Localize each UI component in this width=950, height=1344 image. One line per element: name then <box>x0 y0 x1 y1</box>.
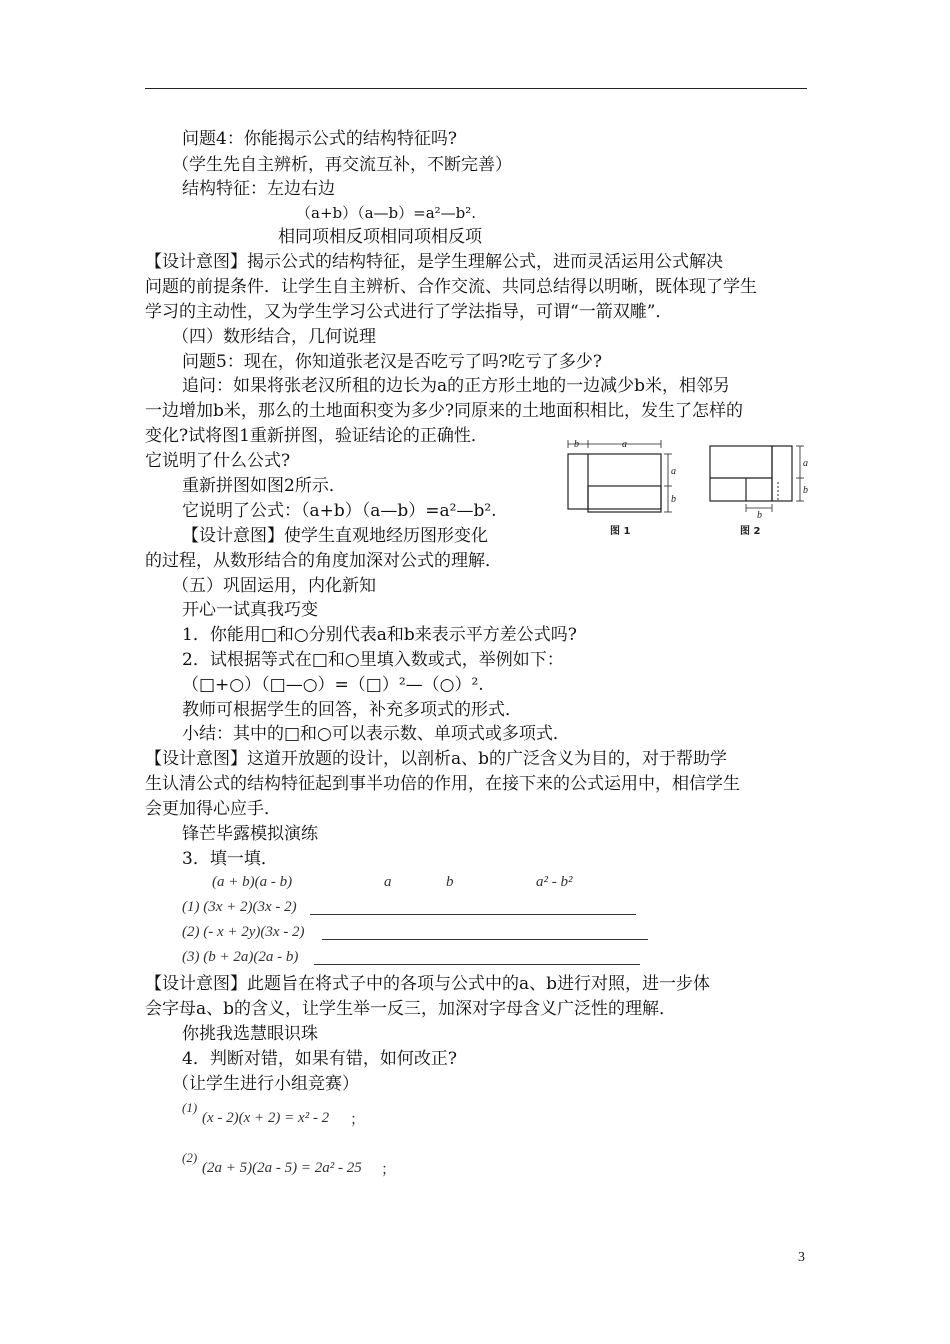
figure-2-caption: 图 2 <box>740 526 761 537</box>
formula-explains: 它说明了公式：（a+b）（a—b）=a²—b². <box>182 501 497 521</box>
happy-try-heading: 开心一试真我巧变 <box>182 600 318 620</box>
structure-formula: （a+b）（a—b）=a²—b². <box>296 204 477 222</box>
table3-row-2: (2) (- x + 2y)(3x - 2) <box>182 924 305 940</box>
figure-1-and-2 <box>560 438 810 548</box>
problem-2-formula: （□+○）（□—○）=（□）²—（○）². <box>182 675 484 695</box>
follow-up-line-b: 一边增加b米，那么的土地面积变为多少?同原来的土地面积相比，发生了怎样的 <box>145 401 743 421</box>
sharp-practice-heading: 锋芒毕露模拟演练 <box>182 824 318 844</box>
question-5: 问题5：现在，你知道张老汉是否吃亏了吗?吃亏了多少? <box>182 352 603 372</box>
problem-4: 4．判断对错，如果有错，如何改正? <box>182 1049 457 1069</box>
summary: 小结：其中的□和○可以表示数、单项式或多项式． <box>182 724 570 744</box>
table3-header-product: (a + b)(a - b) <box>212 874 293 890</box>
table3-row-3-blank <box>314 964 640 965</box>
judge-item-1: (x - 2)(x + 2) = x² - 2 <box>202 1110 330 1126</box>
figure-1 <box>568 440 672 512</box>
table3-row-2-blank <box>322 939 648 940</box>
problem-2: 2．试根据等式在□和○里填入数或式，举例如下： <box>182 650 564 670</box>
intent-2-line-b: 的过程，从数形结合的角度加深对公式的理解． <box>145 551 502 571</box>
table3-header-difference: a² - b² <box>536 874 573 890</box>
section-5-heading: （五）巩固运用，内化新知 <box>172 576 376 596</box>
judge-item-2: (2a + 5)(2a - 5) = 2a² - 25 <box>202 1160 362 1176</box>
intent-3-line-b: 生认清公式的结构特征起到事半功倍的作用，在接下来的公式运用中，相信学生 <box>145 774 740 794</box>
table3-header-b: b <box>446 874 454 890</box>
structure-label: 结构特征：左边右边 <box>182 179 335 199</box>
question-4-note: （学生先自主辨析，再交流互补，不断完善） <box>172 155 512 175</box>
figure-1-caption: 图 1 <box>610 526 631 537</box>
judge-item-1-end: ； <box>350 1112 366 1128</box>
judge-item-2-end: ； <box>381 1162 397 1178</box>
follow-up-line-c: 变化?试将图1重新拼图，验证结论的正确性． <box>145 426 488 446</box>
section-4-heading: （四）数形结合，几何说理 <box>172 327 376 347</box>
follow-up-line-a: 追问：如果将张老汉所租的边长为a的正方形土地的一边减少b米，相邻另 <box>182 376 731 396</box>
table3-row-3: (3) (b + 2a)(2a - b) <box>182 949 299 965</box>
judge-item-1-number: (1) <box>182 1100 198 1115</box>
fig1-label-b-side: b <box>671 494 676 505</box>
fig1-label-a: a <box>622 439 627 450</box>
intent-3-line-a: 【设计意图】这道开放题的设计，以剖析a、b的广泛含义为目的，对于帮助学 <box>145 749 728 769</box>
page-number: 3 <box>798 1250 805 1265</box>
header-rule <box>145 88 807 89</box>
intent-1-line-b: 问题的前提条件．让学生自主辨析、合作交流、共同总结得以明晰，既体现了学生 <box>145 277 757 297</box>
structure-terms: 相同项相反项相同项相反项 <box>278 227 482 247</box>
intent-1-line-a: 【设计意图】揭示公式的结构特征，是学生理解公式，进而灵活运用公式解决 <box>145 252 723 272</box>
problem-1: 1．你能用□和○分别代表a和b来表示平方差公式吗? <box>182 625 577 645</box>
pick-heading: 你挑我选慧眼识珠 <box>182 1024 318 1044</box>
intent-2-line-a: 【设计意图】使学生直观地经历图形变化 <box>182 526 488 546</box>
figure-2 <box>710 446 804 512</box>
table3-header-a: a <box>384 874 392 890</box>
teacher-note: 教师可根据学生的回答，补充多项式的形式． <box>182 700 522 720</box>
fig1-label-b: b <box>574 439 579 450</box>
intent-1-line-c: 学习的主动性，又为学生学习公式进行了学法指导，可谓“一箭双雕”． <box>145 302 673 322</box>
follow-up-line-d: 它说明了什么公式? <box>145 451 291 471</box>
rearrange-text: 重新拼图如图2所示． <box>182 476 346 496</box>
table3-row-1-blank <box>310 914 636 915</box>
table3-row-1: (1) (3x + 2)(3x - 2) <box>182 899 297 915</box>
intent-3-line-c: 会更加得心应手． <box>145 799 281 819</box>
intent-4-line-b: 会字母a、b的含义，让学生举一反三，加深对字母含义广泛性的理解． <box>145 999 677 1019</box>
judge-item-2-number: (2) <box>182 1150 198 1165</box>
fig1-label-a-side: a <box>671 466 676 477</box>
fig2-label-b: b <box>757 510 762 521</box>
problem-3: 3．填一填． <box>182 849 278 869</box>
fig2-label-a-side: a <box>803 458 808 469</box>
fig2-label-b-side: b <box>803 485 808 496</box>
question-4: 问题4：你能揭示公式的结构特征吗? <box>182 129 457 149</box>
problem-4-note: （让学生进行小组竞赛） <box>172 1074 359 1094</box>
intent-4-line-a: 【设计意图】此题旨在将式子中的各项与公式中的a、b进行对照，进一步体 <box>145 974 711 994</box>
